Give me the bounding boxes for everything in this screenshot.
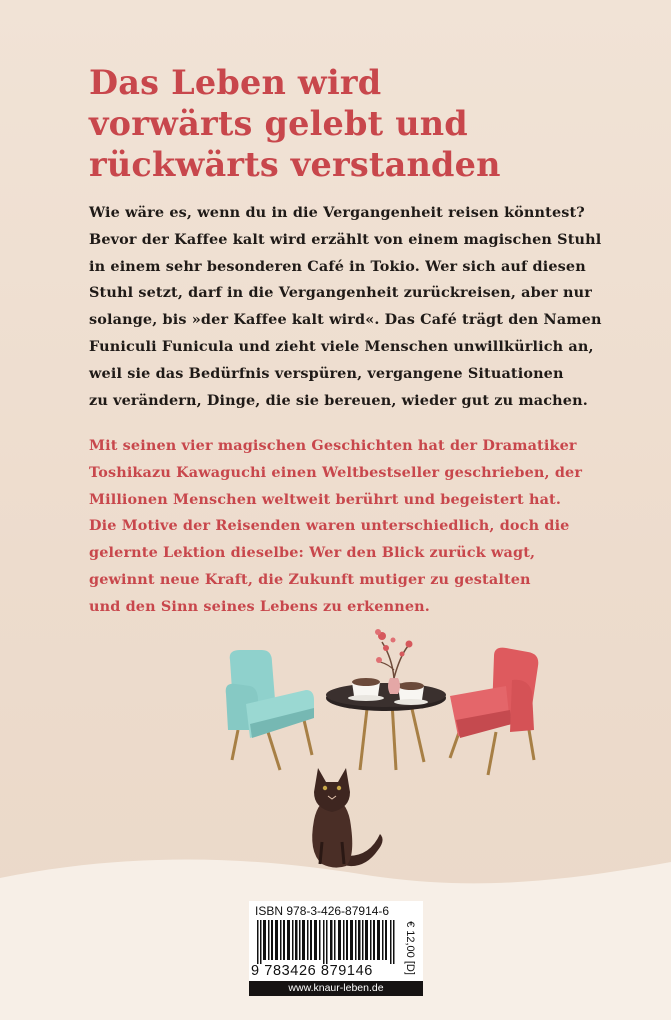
headline-line: vorwärts gelebt und [89, 104, 468, 143]
cafe-table [326, 683, 446, 770]
blurb-line: gelernte Lektion dieselbe: Wer den Blick zurück wagt, [89, 544, 536, 562]
mint-armchair [226, 650, 314, 770]
isbn-label: ISBN 978-3-426-87914-6 [255, 904, 390, 918]
ean-digits: 9 783426 879146 [251, 963, 373, 979]
blurb-line: Funiculi Funicula und zieht viele Menschen unwillkürlich an, [89, 337, 594, 355]
blurb-line: Mit seinen vier magischen Geschichten hat der Dramatiker [89, 437, 577, 454]
headline [89, 62, 649, 185]
blurb-line: solange, bis »der Kaffee kalt wird«. Das Café trägt den Namen [89, 311, 602, 329]
blurb-paragraph-red [89, 433, 582, 621]
blurb-line: zu verändern, Dinge, die sie bereuen, wieder gut zu machen. [89, 391, 588, 409]
coffee-cup-left [348, 678, 384, 701]
blurb-line: und den Sinn seines Lebens zu erkennen. [89, 597, 430, 615]
headline-line: rückwärts verstanden [89, 145, 501, 184]
blurb-line: weil sie das Bedürfnis verspüren, vergangene Situationen [89, 364, 564, 382]
cafe-illustration [210, 620, 570, 880]
blurb-paragraph-black [89, 200, 602, 414]
blurb-line: gewinnt neue Kraft, die Zukunft mutiger zu gestalten [89, 570, 531, 588]
blurb-line: Wie wäre es, wenn du in die Vergangenheit reisen könntest? [89, 204, 585, 221]
cat-figure [312, 768, 382, 868]
price-text: € 12,00 [D] [404, 921, 416, 975]
blurb-line: in einem sehr besonderen Café in Tokio. Wer sich auf diesen [89, 257, 586, 275]
blurb-line: Die Motive der Reisenden waren unterschiedlich, doch die [89, 517, 570, 535]
blurb-line: Toshikazu Kawaguchi einen Weltbestseller geschrieben, der [89, 463, 583, 481]
publisher-url: www.knaur-leben.de [249, 981, 423, 996]
price-label [400, 919, 420, 977]
blurb-line: Millionen Menschen weltweit berührt und begeistert hat. [89, 490, 562, 508]
headline-line: Das Leben wird [89, 63, 382, 102]
blurb-line: Stuhl setzt, darf in die Vergangenheit zurückreisen, aber nur [89, 284, 592, 302]
blurb-line: Bevor der Kaffee kalt wird erzählt von einem magischen Stuhl [89, 230, 602, 248]
barcode-bars [257, 920, 395, 964]
red-armchair [450, 648, 538, 775]
